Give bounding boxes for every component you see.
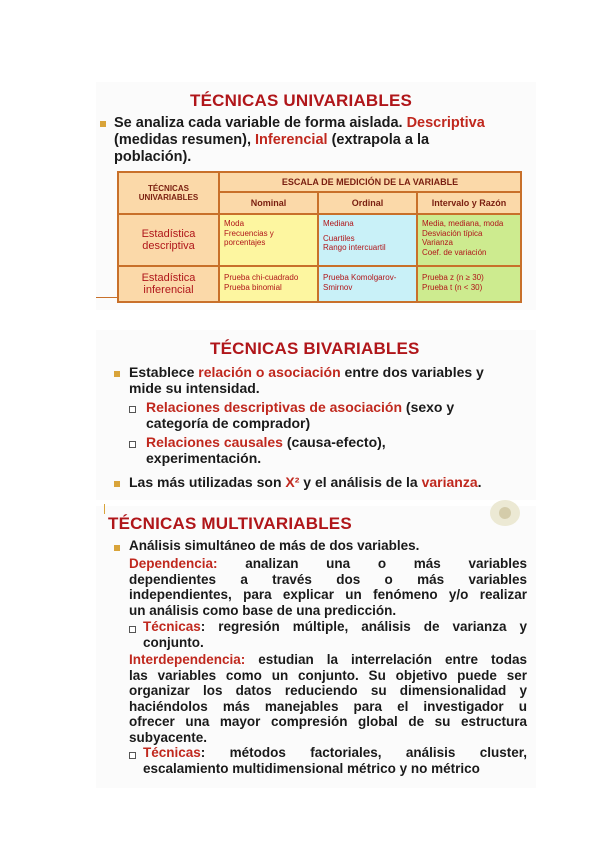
- table-corner: TÉCNICAS UNIVARIABLES: [118, 172, 219, 214]
- row-header-descriptiva: Estadística descriptiva: [118, 214, 219, 266]
- bivariables-sub-2: Relaciones causales (causa-efecto), experimentación.: [146, 434, 386, 466]
- sub-bullet-icon: [129, 752, 136, 759]
- sub-bullet-icon: [129, 626, 136, 633]
- cell-desc-ordinal: Mediana Cuartiles Rango intercuartil: [318, 214, 417, 266]
- univariables-title: TÉCNICAS UNIVARIABLES: [190, 91, 413, 110]
- cell-desc-intervalo: Media, mediana, moda Desviación típica Varianza Coef. de variación: [417, 214, 521, 266]
- bivariables-bullet-1: Establece relación o asociación entre dos variables y mide su intensidad.: [129, 364, 484, 396]
- univariables-table: [117, 171, 522, 303]
- cell-inf-nominal: Prueba chi-cuadrado Prueba binomial: [219, 266, 318, 302]
- sub-bullet-icon: [129, 441, 136, 448]
- cell-desc-nominal: Moda Frecuencias y porcentajes: [219, 214, 318, 266]
- dependencia-text: Dependencia: analizan una o más variables dependientes a través dos o más variables independientes, para explicar un fenómeno y/o realizar un análisis como base de una predicción.: [129, 556, 527, 618]
- logo-icon: [490, 500, 520, 526]
- sub-bullet-icon: [129, 406, 136, 413]
- bivariables-bullet-2: Las más utilizadas son X² y el análisis de la varianza.: [129, 474, 482, 490]
- bivariables-sub-1: Relaciones descriptivas de asociación (sexo y categoría de comprador): [146, 399, 455, 431]
- divider: [96, 297, 118, 298]
- tecnicas-interdependencia: Técnicas: métodos factoriales, análisis cluster, escalamiento multidimensional métrico y no métrico: [143, 745, 527, 776]
- col-header-nominal: Nominal: [219, 192, 318, 214]
- col-header-intervalo: Intervalo y Razón: [417, 192, 521, 214]
- col-header-ordinal: Ordinal: [318, 192, 417, 214]
- divider: [104, 504, 105, 514]
- bullet-icon: [114, 545, 120, 551]
- bullet-icon: [114, 481, 120, 487]
- scale-header: ESCALA DE MEDICIÓN DE LA VARIABLE: [219, 172, 521, 192]
- cell-inf-intervalo: Prueba z (n ≥ 30) Prueba t (n < 30): [417, 266, 521, 302]
- cell-inf-ordinal: Prueba Komolgarov- Smirnov: [318, 266, 417, 302]
- bullet-icon: [114, 371, 120, 377]
- univariables-text: Se analiza cada variable de forma aislada. Descriptiva (medidas resumen), Inferencial (extrapola a la población).: [114, 115, 485, 165]
- bullet-icon: [100, 121, 106, 127]
- tecnicas-dependencia: Técnicas: regresión múltiple, análisis de varianza y conjunto.: [143, 619, 527, 650]
- multivariables-bullet: Análisis simultáneo de más de dos variables.: [129, 538, 420, 553]
- multivariables-title: TÉCNICAS MULTIVARIABLES: [108, 514, 352, 533]
- interdependencia-text: Interdependencia: estudian la interrelación entre todas las variables como un conjunto. Su objetivo puede ser organizar los datos reduciendo su dimensionalidad y haciéndolos más manejables para el investigador u ofrecer una mayor compresión global de su estructura subyacente.: [129, 652, 527, 745]
- bivariables-title: TÉCNICAS BIVARIABLES: [210, 339, 420, 358]
- row-header-inferencial: Estadística inferencial: [118, 266, 219, 302]
